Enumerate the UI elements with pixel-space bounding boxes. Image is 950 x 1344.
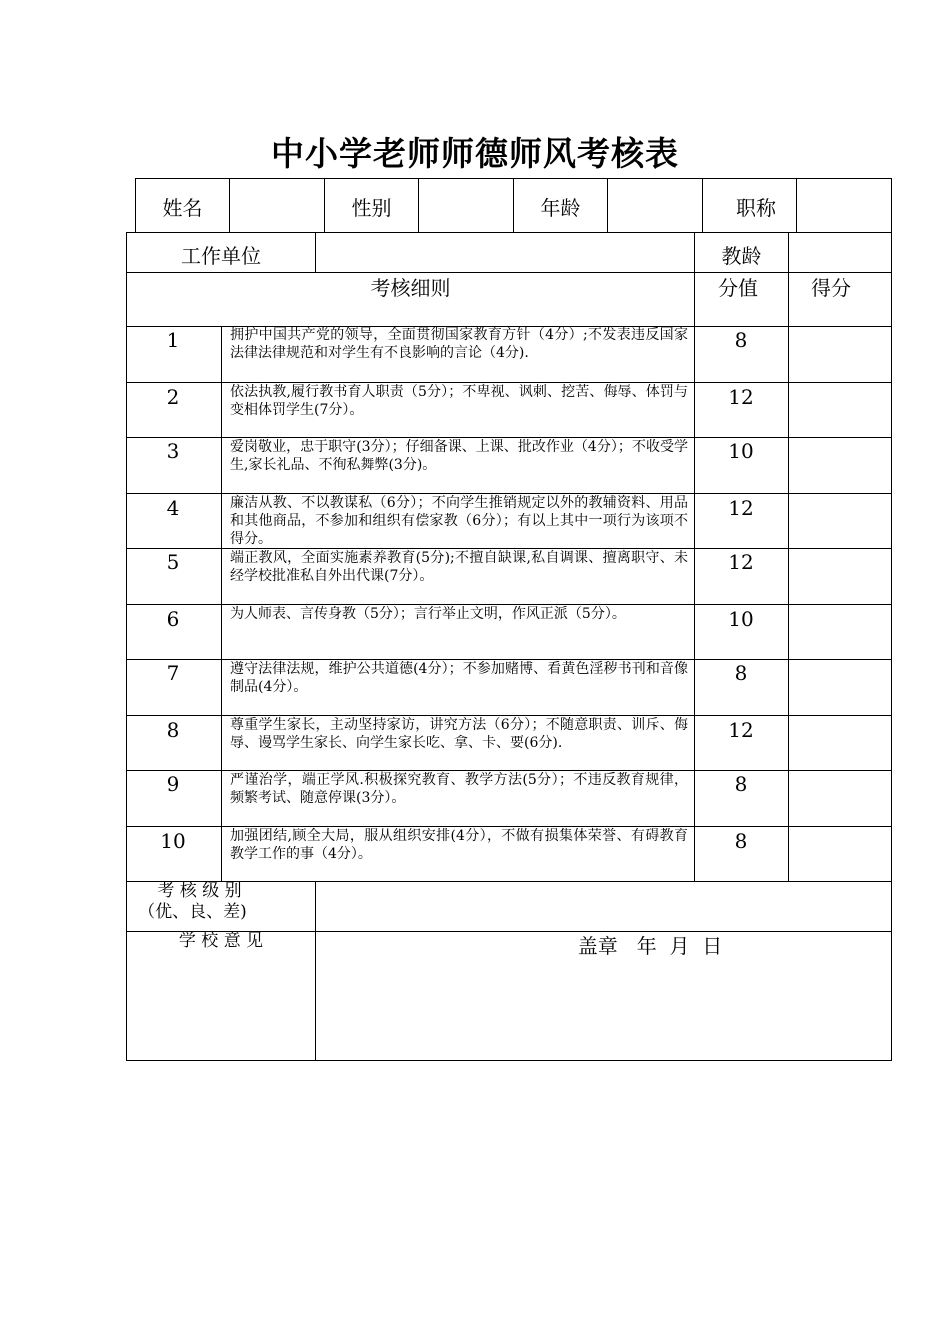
item-description: 端正教风，全面实施素养教育(5分);不擅自缺课,私自调课、擅离职守、未经学校批准私自外出代课(7分）。 bbox=[230, 550, 688, 584]
table-border bbox=[229, 178, 230, 232]
rules-header: 考核细则 bbox=[370, 276, 451, 300]
value-header: 分值 bbox=[718, 276, 758, 300]
table-border bbox=[788, 232, 789, 882]
item-number: 5 bbox=[166, 550, 180, 574]
item-value: 8 bbox=[734, 328, 748, 352]
item-description: 尊重学生家长，主动坚持家访，讲究方法（6分）；不随意职责、训斥、侮辱、谩骂学生家长、向学生家长吃、拿、卡、要(6分). bbox=[230, 717, 688, 751]
item-description: 严谨治学，端正学风.积极探究教育、教学方法(5分）；不违反教育规律，频繁考试、随意停课(3分）。 bbox=[230, 772, 688, 806]
item-number: 7 bbox=[166, 661, 180, 685]
name-label: 姓名 bbox=[162, 196, 203, 220]
gender-label: 性别 bbox=[351, 196, 392, 220]
work-unit-label: 工作单位 bbox=[181, 244, 261, 268]
item-value: 12 bbox=[728, 550, 754, 574]
item-value: 8 bbox=[734, 829, 748, 853]
item-value: 8 bbox=[734, 661, 748, 685]
item-value: 8 bbox=[734, 772, 748, 796]
level-label: 考 核 级 别 bbox=[157, 881, 242, 901]
item-number: 1 bbox=[166, 328, 180, 352]
item-number: 2 bbox=[166, 385, 180, 409]
stamp-date: 盖章 年 月 日 bbox=[577, 934, 723, 958]
table-border bbox=[315, 232, 316, 272]
item-number: 10 bbox=[160, 829, 186, 853]
level-options: （优、良、差) bbox=[138, 902, 247, 922]
item-number: 9 bbox=[166, 772, 180, 796]
page-title: 中小学老师师德师风考核表 bbox=[271, 134, 679, 173]
item-value: 12 bbox=[728, 718, 754, 742]
item-number: 8 bbox=[166, 718, 180, 742]
item-value: 12 bbox=[728, 496, 754, 520]
table-border bbox=[126, 1060, 892, 1061]
item-description: 加强团结,顾全大局，服从组织安排(4分），不做有损集体荣誉、有碍教育教学工作的事（4分）。 bbox=[230, 828, 688, 862]
table-border bbox=[418, 178, 419, 232]
item-description: 为人师表、言传身教（5分）；言行举止文明，作风正派（5分）。 bbox=[230, 606, 626, 622]
rank-label: 职称 bbox=[736, 196, 776, 220]
table-border bbox=[891, 178, 892, 232]
item-number: 6 bbox=[166, 607, 180, 631]
item-value: 10 bbox=[728, 439, 754, 463]
item-number: 4 bbox=[166, 496, 180, 520]
score-header: 得分 bbox=[811, 276, 851, 300]
item-description: 爱岗敬业，忠于职守(3分）；仔细备课、上课、批改作业（4分）；不收受学生,家长礼品、不徇私舞弊(3分)。 bbox=[230, 439, 688, 473]
item-number: 3 bbox=[166, 439, 180, 463]
item-value: 12 bbox=[728, 385, 754, 409]
item-value: 10 bbox=[728, 607, 754, 631]
item-description: 廉洁从教、不以教谋私（6分）；不向学生推销规定以外的教辅资料、用品和其他商品，不参加和组织有偿家教（6分）；有以上其中一项行为该项不得分。 bbox=[230, 495, 688, 547]
teaching-years-label: 教龄 bbox=[721, 244, 762, 268]
item-description: 拥护中国共产党的领导，全面贯彻国家教育方针（4分）;不发表违反国家法律法律规范和对学生有不良影响的言论（4分). bbox=[230, 327, 688, 361]
school-opinion-label: 学 校 意 见 bbox=[178, 931, 264, 951]
item-description: 依法执教,履行教书育人职责（5分）；不卑视、讽刺、挖苦、侮辱、体罚与变相体罚学生(7分）。 bbox=[230, 384, 688, 418]
age-label: 年龄 bbox=[540, 196, 581, 220]
table-border bbox=[607, 178, 608, 232]
item-description: 遵守法律法规，维护公共道德(4分）；不参加赌博、看黄色淫秽书刊和音像制品(4分）。 bbox=[230, 661, 688, 695]
table-border bbox=[126, 232, 892, 233]
level-field[interactable] bbox=[316, 890, 891, 930]
